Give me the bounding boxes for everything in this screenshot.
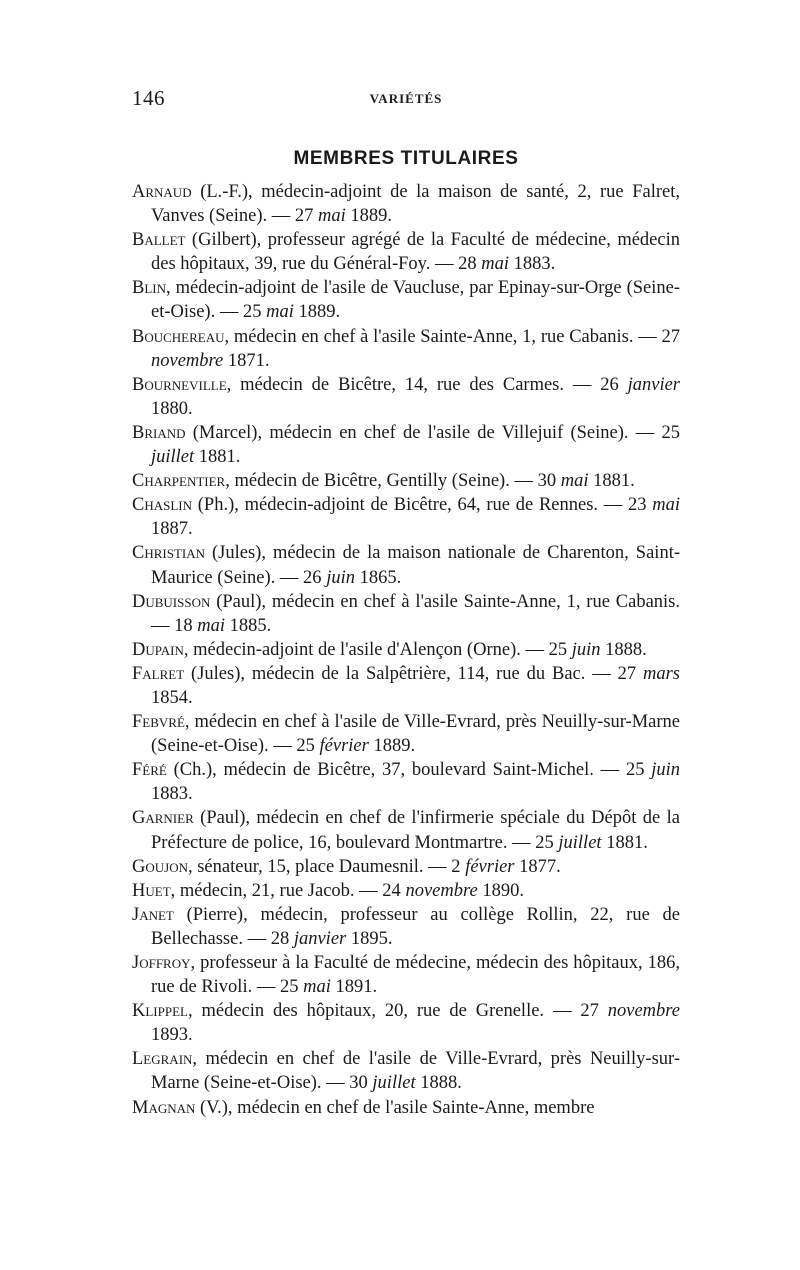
member-entry xyxy=(132,710,680,758)
member-details: (Ch.), médecin de Bicêtre, 37, boulevard Saint-Michel. — 25 xyxy=(166,760,652,781)
admission-year: 1890. xyxy=(477,880,524,901)
admission-month: février xyxy=(319,736,369,757)
member-details: , médecin-adjoint de l'asile de Vaucluse, par Epinay-sur-Orge (Seine-et-Oise). — 25 xyxy=(151,278,680,323)
member-entry xyxy=(132,879,680,903)
member-name: Charpentier xyxy=(132,471,226,492)
member-name: Féré xyxy=(132,760,167,781)
admission-month: mai xyxy=(317,206,346,227)
admission-month: mai xyxy=(197,615,225,636)
page-number: 146 xyxy=(132,86,165,110)
admission-month: juillet xyxy=(558,832,602,853)
member-entry xyxy=(132,638,680,662)
admission-year: 1888. xyxy=(415,1073,462,1094)
member-details: , sénateur, 15, place Daumesnil. — 2 xyxy=(187,856,466,877)
admission-month: novembre xyxy=(151,350,224,371)
admission-month: janvier xyxy=(627,374,680,395)
member-name: Joffroy xyxy=(132,953,191,973)
admission-month: mai xyxy=(481,254,509,275)
member-details: (Ph.), médecin-adjoint de Bicêtre, 64, rue de Rennes. — 23 xyxy=(192,495,653,516)
running-head xyxy=(132,86,680,116)
admission-year: 1889. xyxy=(368,736,416,757)
member-name: Legrain xyxy=(132,1049,193,1070)
admission-month: juillet xyxy=(151,447,195,468)
member-name: Magnan xyxy=(132,1097,196,1118)
member-details: , médecin en chef de l'asile de Ville-Evrard, près Neuilly-sur-Marne (Seine-et-Oise). — 30 xyxy=(151,1049,680,1094)
member-details: (Paul), médecin en chef à l'asile Sainte-Anne, 1, rue Cabanis. — 18 xyxy=(151,591,680,636)
admission-month: novembre xyxy=(405,880,478,901)
admission-year: 1888. xyxy=(600,639,647,660)
member-details: (Jules), médecin de la Salpêtrière, 114, rue du Bac. — 27 xyxy=(184,663,643,684)
member-details: (Paul), médecin en chef de l'infirmerie spéciale du Dépôt de la Préfecture de police, 16, boulevard Montmartre. — 25 xyxy=(151,808,680,853)
member-name: Dubuisson xyxy=(132,591,211,612)
member-details: , médecin, 21, rue Jacob. — 24 xyxy=(170,880,406,901)
admission-month: mai xyxy=(560,471,589,492)
admission-year: 1889. xyxy=(345,206,392,227)
admission-month: mars xyxy=(642,663,680,684)
member-entry xyxy=(132,1096,680,1120)
member-entry xyxy=(132,541,680,589)
admission-year: 1891. xyxy=(330,977,378,998)
member-entry xyxy=(132,493,680,541)
member-entry xyxy=(132,373,680,421)
member-details: (L.-F.), médecin-adjoint de la maison de santé, 2, rue Falret, Vanves (Seine). — 27 xyxy=(151,182,680,227)
admission-year: 1871. xyxy=(223,350,270,371)
member-entry xyxy=(132,855,680,879)
admission-year: 1865. xyxy=(354,567,402,588)
admission-month: janvier xyxy=(293,928,347,949)
member-details: , médecin des hôpitaux, 20, rue de Grenelle. — 27 xyxy=(187,1001,608,1022)
member-entry xyxy=(132,228,680,276)
member-entry xyxy=(132,806,680,854)
admission-year: 1889. xyxy=(293,302,341,323)
admission-year: 1885. xyxy=(225,615,272,636)
member-name: Ballet xyxy=(132,230,186,251)
admission-year: 1893. xyxy=(151,1025,193,1046)
member-details: , professeur à la Faculté de médecine, médecin des hôpitaux, 186, rue de Rivoli. — 25 xyxy=(151,953,680,998)
admission-month: mai xyxy=(303,977,331,998)
member-name: Janet xyxy=(132,904,174,925)
admission-month: juin xyxy=(326,567,355,588)
member-details: (Gilbert), professeur agrégé de la Faculté de médecine, médecin des hôpitaux, 39, rue du Général-Foy. — 28 xyxy=(151,230,680,275)
member-details: (Jules), médecin de la maison nationale de Charenton, Saint-Maurice (Seine). — 26 xyxy=(151,543,680,588)
member-name: Goujon xyxy=(132,856,188,877)
member-name: Huet xyxy=(132,880,171,901)
member-name: Garnier xyxy=(132,808,194,829)
member-details: , médecin-adjoint de l'asile d'Alençon (Orne). — 25 xyxy=(183,639,572,660)
member-details: , médecin en chef à l'asile Sainte-Anne, 1, rue Cabanis. — 27 xyxy=(224,326,680,347)
member-name: Febvré xyxy=(132,712,185,733)
member-details: (V.), médecin en chef de l'asile Sainte-Anne, membre xyxy=(195,1097,595,1118)
member-list xyxy=(132,180,680,1120)
member-name: Klippel xyxy=(132,1001,188,1022)
member-entry xyxy=(132,590,680,638)
member-name: Briand xyxy=(132,422,186,443)
admission-month: février xyxy=(465,856,515,877)
member-details: , médecin de Bicêtre, 14, rue des Carmes. — 26 xyxy=(226,374,628,395)
member-name: Bourneville xyxy=(132,374,227,395)
member-details: , médecin en chef à l'asile de Ville-Evrard, près Neuilly-sur-Marne (Seine-et-Oise). — 25 xyxy=(151,712,680,757)
member-details: , médecin de Bicêtre, Gentilly (Seine). — 30 xyxy=(225,471,561,492)
member-entry xyxy=(132,325,680,373)
admission-year: 1883. xyxy=(508,254,556,275)
member-name: Falret xyxy=(132,663,185,684)
admission-year: 1881. xyxy=(588,471,635,492)
admission-year: 1881. xyxy=(194,447,241,468)
admission-year: 1881. xyxy=(601,832,648,853)
admission-month: mai xyxy=(266,302,294,323)
member-name: Bouchereau xyxy=(132,326,225,347)
section-title: MEMBRES TITULAIRES xyxy=(293,148,519,169)
member-details: (Marcel), médecin en chef de l'asile de Villejuif (Seine). — 25 xyxy=(185,422,680,443)
member-name: Chaslin xyxy=(132,495,193,516)
admission-year: 1895. xyxy=(346,928,393,949)
member-entry xyxy=(132,662,680,710)
member-name: Blin xyxy=(132,278,166,299)
member-entry xyxy=(132,180,680,228)
member-entry xyxy=(132,999,680,1047)
admission-year: 1880. xyxy=(151,398,193,419)
member-entry xyxy=(132,1047,680,1095)
member-entry xyxy=(132,951,680,999)
document-page xyxy=(132,86,680,1120)
admission-year: 1854. xyxy=(151,687,193,708)
member-name: Christian xyxy=(132,543,206,564)
admission-month: novembre xyxy=(607,1001,680,1022)
member-details: (Pierre), médecin, professeur au collège Rollin, 22, rue de Bellechasse. — 28 xyxy=(151,904,680,949)
member-entry xyxy=(132,469,680,493)
admission-month: mai xyxy=(652,495,680,516)
member-entry xyxy=(132,421,680,469)
admission-year: 1877. xyxy=(514,856,561,877)
admission-month: juin xyxy=(651,760,680,781)
member-entry xyxy=(132,903,680,951)
member-entry xyxy=(132,758,680,806)
admission-year: 1883. xyxy=(151,784,193,805)
admission-month: juillet xyxy=(372,1073,416,1094)
member-name: Dupain xyxy=(132,639,184,660)
admission-month: juin xyxy=(571,639,601,660)
running-title: VARIÉTÉS xyxy=(369,91,443,106)
member-entry xyxy=(132,276,680,324)
admission-year: 1887. xyxy=(151,519,193,540)
member-name: Arnaud xyxy=(132,182,192,202)
